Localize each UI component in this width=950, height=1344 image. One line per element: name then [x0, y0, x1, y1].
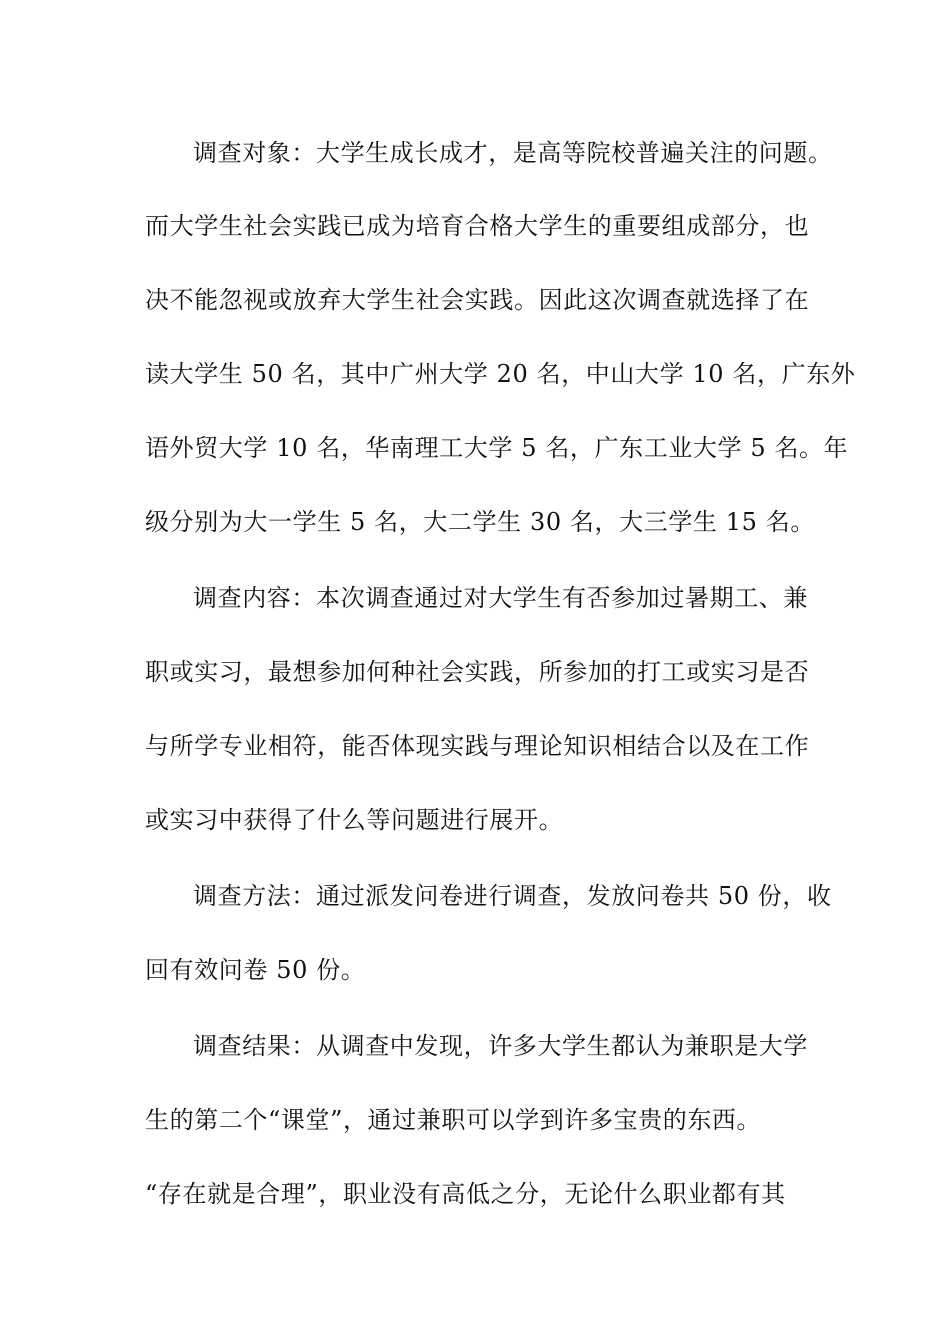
- paragraph-survey-subject-line-5: 语外贸大学 10 名，华南理工大学 5 名，广东工业大学 5 名。年: [145, 434, 849, 462]
- paragraph-survey-result-line-3: “存在就是合理”，职业没有高低之分，无论什么职业都有其: [145, 1180, 786, 1208]
- paragraph-survey-subject-line-3: 决不能忽视或放弃大学生社会实践。因此这次调查就选择了在: [145, 286, 810, 314]
- paragraph-survey-subject-line-1: 调查对象：大学生成长成才，是高等院校普遍关注的问题。: [193, 139, 833, 167]
- paragraph-survey-content-line-4: 或实习中获得了什么等问题进行展开。: [145, 806, 564, 834]
- paragraph-survey-content-line-2: 职或实习，最想参加何种社会实践，所参加的打工或实习是否: [145, 658, 810, 686]
- paragraph-survey-subject-line-4: 读大学生 50 名，其中广州大学 20 名，中山大学 10 名，广东外: [145, 360, 856, 388]
- paragraph-survey-content-line-3: 与所学专业相符，能否体现实践与理论知识相结合以及在工作: [145, 732, 810, 760]
- paragraph-survey-result-line-2: 生的第二个“课堂”，通过兼职可以学到许多宝贵的东西。: [145, 1106, 762, 1134]
- paragraph-survey-method-line-2: 回有效问卷 50 份。: [145, 956, 366, 984]
- paragraph-survey-subject-line-6: 级分别为大一学生 5 名，大二学生 30 名，大三学生 15 名。: [145, 508, 815, 536]
- paragraph-survey-subject-line-2: 而大学生社会实践已成为培育合格大学生的重要组成部分，也: [145, 212, 810, 240]
- paragraph-survey-result-line-1: 调查结果：从调查中发现，许多大学生都认为兼职是大学: [193, 1032, 808, 1060]
- paragraph-survey-content-line-1: 调查内容：本次调查通过对大学生有否参加过暑期工、兼: [193, 584, 808, 612]
- paragraph-survey-method-line-1: 调查方法：通过派发问卷进行调查，发放问卷共 50 份，收: [193, 882, 832, 910]
